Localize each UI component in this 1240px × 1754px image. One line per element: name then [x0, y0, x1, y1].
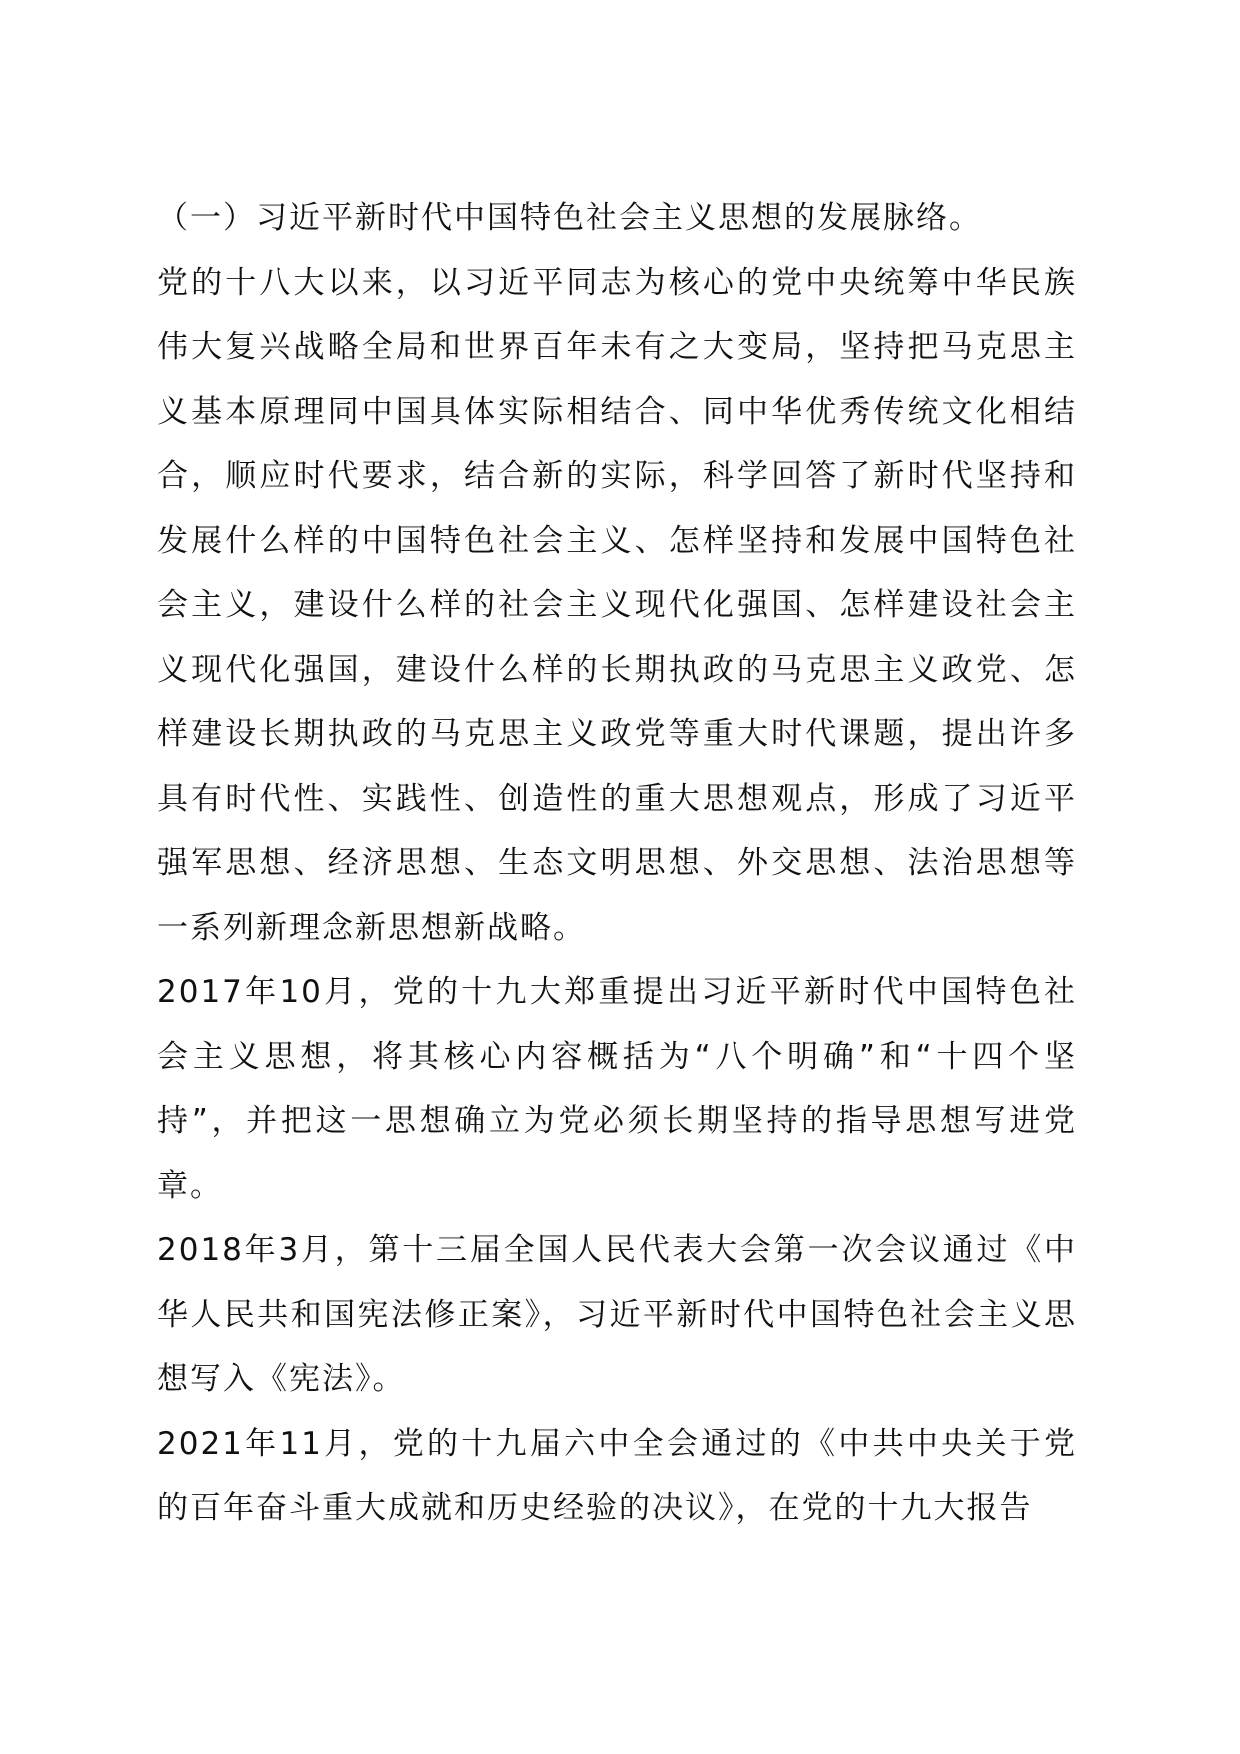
paragraph-overview: 党的十八大以来，以习近平同志为核心的党中央统筹中华民族伟大复兴战略全局和世界百年未有之大变局，坚持把马克思主义基本原理同中国具体实际相结合、同中华优秀传统文化相结合，顺应时代要求，结合新的实际，科学回答了新时代坚持和发展什么样的中国特色社会主义、怎样坚持和发展中国特色社会主义，建设什么样的社会主义现代化强国、怎样建设社会主义现代化强国，建设什么样的长期执政的马克思主义政党、怎样建设长期执政的马克思主义政党等重大时代课题，提出许多具有时代性、实践性、创造性的重大思想观点，形成了习近平强军思想、经济思想、生态文明思想、外交思想、法治思想等一系列新理念新思想新战略。: [157, 264, 1077, 946]
paragraph-2021: 2021年11月，党的十九届六中全会通过的《中共中央关于党的百年奋斗重大成就和历史经验的决议》，在党的十九大报告: [157, 1425, 1077, 1526]
document-body: [157, 186, 1077, 1541]
paragraph-2017: 2017年10月，党的十九大郑重提出习近平新时代中国特色社会主义思想，将其核心内容概括为“八个明确”和“十四个坚持”，并把这一思想确立为党必须长期坚持的指导思想写进党章。: [157, 974, 1077, 1204]
paragraph-2018: 2018年3月，第十三届全国人民代表大会第一次会议通过《中华人民共和国宪法修正案》，习近平新时代中国特色社会主义思想写入《宪法》。: [157, 1232, 1077, 1397]
section-heading: （一）习近平新时代中国特色社会主义思想的发展脉络。: [157, 200, 982, 236]
